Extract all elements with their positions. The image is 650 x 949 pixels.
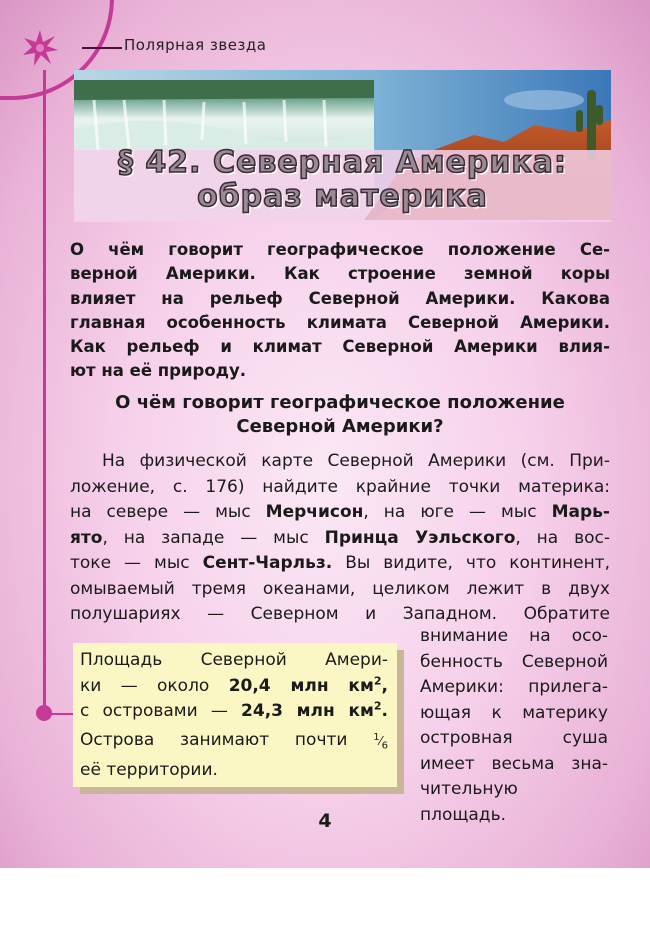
margin-dot <box>36 705 52 721</box>
text-span: . <box>381 701 389 721</box>
text-line <box>80 725 388 759</box>
text-line: полушариях — Северном и Западном. Обратите <box>70 604 610 624</box>
subsection-heading-line2: Северной Америки? <box>236 416 444 437</box>
text-line: бенность Северной <box>420 651 608 672</box>
text-line: её территории. <box>80 760 218 781</box>
running-head: Полярная звезда <box>124 36 267 54</box>
right-column-text <box>420 624 608 828</box>
area-value: 20,4 млн км <box>228 675 374 696</box>
fraction-numerator: 1 <box>373 731 380 743</box>
text-span: с островами — <box>80 701 242 721</box>
text-span: , <box>381 675 388 696</box>
page-number: 4 <box>318 810 332 832</box>
section-title-line1: § 42. Северная Америка: <box>117 145 568 180</box>
text-span: Вы видите, что континент, <box>332 553 610 573</box>
text-span: Острова занимают почти <box>80 729 374 750</box>
text-span: , на вос- <box>515 527 610 548</box>
text-line: внимание на осо- <box>420 626 608 646</box>
question-line: ют на её природу. <box>70 361 247 381</box>
section-title <box>74 146 611 214</box>
infobox-text <box>80 648 388 784</box>
text-line <box>70 526 610 552</box>
text-line: Америки: прилега- <box>420 677 608 697</box>
text-line: Площадь Северной Амери- <box>80 650 388 670</box>
subsection-heading-line1: О чём говорит географическое положение <box>115 392 565 413</box>
text-line <box>80 699 388 725</box>
text-line: ложение, с. 176) найдите крайние точки материка: <box>70 476 610 497</box>
term-mariato-end: ято <box>70 527 103 548</box>
term-merchison: Мерчисон <box>265 502 364 522</box>
question-line: верной Америки. Как строение земной коры <box>70 264 610 284</box>
superscript: 2 <box>373 673 382 687</box>
term-mariato: Марь- <box>551 502 610 522</box>
question-line: О чём говорит географическое положение Се- <box>70 240 610 259</box>
section-title-line2: образ материка <box>197 179 488 214</box>
text-line: имеет весьма зна- <box>420 753 608 774</box>
text-line <box>70 500 610 526</box>
area-with-islands-value: 24,3 млн км <box>241 701 374 721</box>
star-icon <box>20 28 60 68</box>
fraction: $^1⁄_6$ <box>373 731 388 751</box>
term-saint-charles: Сент-Чарльз. <box>202 553 333 573</box>
text-line: омываемый тремя океанами, целиком лежит в двух <box>70 578 610 599</box>
question-line: главная особенность климата Северной Америки. <box>70 312 610 332</box>
text-line: островная суша <box>420 728 608 748</box>
text-line: На физической карте Северной Америки (см. При- <box>102 451 610 471</box>
text-span: ки — около <box>80 675 229 696</box>
text-line <box>70 551 610 577</box>
text-span: на севере — мыс <box>70 502 266 522</box>
margin-line <box>43 70 46 715</box>
term-prince-of-wales: Принца Уэльского <box>324 527 516 548</box>
text-line: чительную площадь. <box>420 779 518 825</box>
superscript: 2 <box>373 699 382 713</box>
subsection-heading <box>70 391 610 439</box>
question-line: Как рельеф и климат Северной Америки влия- <box>70 337 610 357</box>
question-line: влияет на рельеф Северной Америки. Какова <box>70 288 610 308</box>
guiding-questions <box>70 238 610 384</box>
header-rule <box>82 47 122 49</box>
fraction-denominator: 6 <box>381 739 388 751</box>
text-span: токе — мыс <box>70 553 203 573</box>
body-paragraph <box>70 449 610 628</box>
text-span: , на западе — мыс <box>102 527 325 548</box>
text-span: , на юге — мыс <box>363 502 552 522</box>
text-line <box>80 674 388 700</box>
text-line: ющая к материку <box>420 702 608 723</box>
